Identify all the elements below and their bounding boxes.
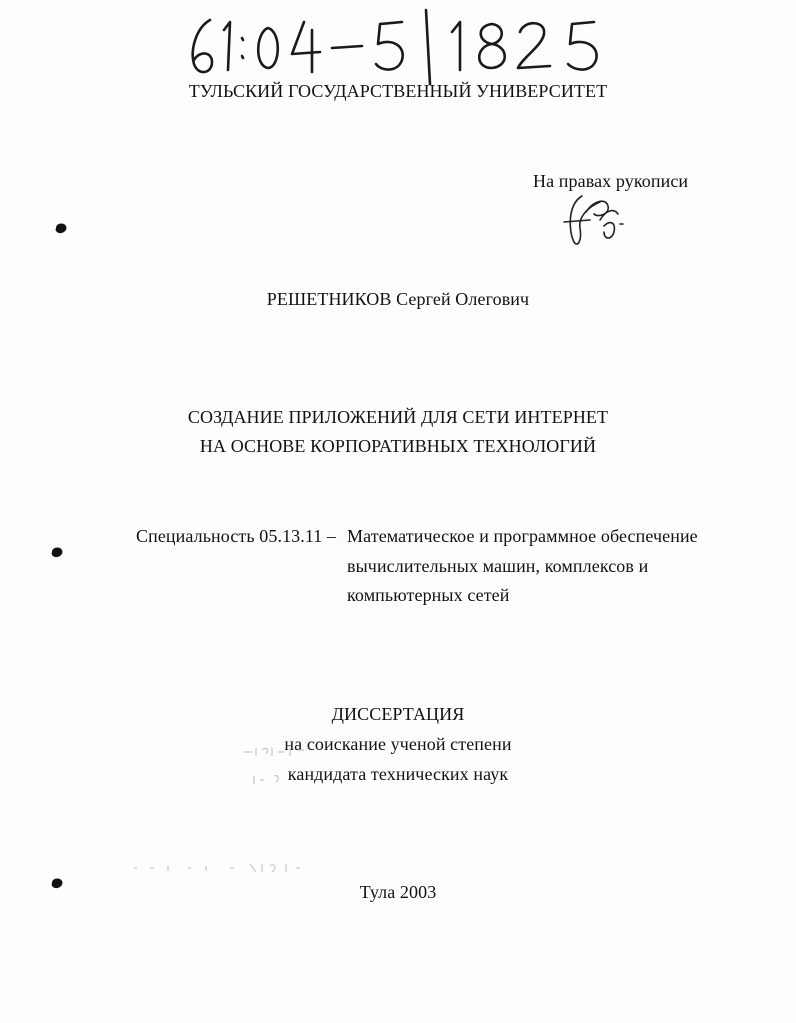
- degree-line-1: на соискание ученой степени: [284, 734, 512, 754]
- faint-stamp-smudge: [240, 740, 320, 790]
- specialty-description-line-2: вычислительных машин, комплексов и: [347, 556, 649, 576]
- faint-stamp-smudge: [130, 858, 310, 878]
- dissertation-title-line-1: СОЗДАНИЕ ПРИЛОЖЕНИЙ ДЛЯ СЕТИ ИНТЕРНЕТ: [187, 407, 609, 427]
- manuscript-rights-note: На правах рукописи: [533, 171, 689, 191]
- degree-line-2: кандидата технических наук: [287, 764, 509, 784]
- specialty-description-line-3: компьютерных сетей: [347, 585, 510, 605]
- specialty-label: Специальность 05.13.11 –: [136, 526, 337, 546]
- author-signature: [560, 190, 630, 250]
- specialty-description-line-1: Математическое и программное обеспечение: [347, 526, 698, 546]
- binding-hole-mark: [54, 222, 68, 234]
- work-type: ДИССЕРТАЦИЯ: [331, 704, 465, 724]
- university-name: ТУЛЬСКИЙ ГОСУДАРСТВЕННЫЙ УНИВЕРСИТЕТ: [188, 81, 608, 101]
- dissertation-title-line-2: НА ОСНОВЕ КОРПОРАТИВНЫХ ТЕХНОЛОГИЙ: [199, 436, 597, 456]
- city-year: Тула 2003: [359, 882, 437, 902]
- binding-hole-mark: [50, 877, 64, 889]
- binding-hole-mark: [50, 546, 64, 558]
- handwritten-archive-code: [180, 6, 620, 86]
- author-name: РЕШЕТНИКОВ Сергей Олегович: [266, 289, 530, 309]
